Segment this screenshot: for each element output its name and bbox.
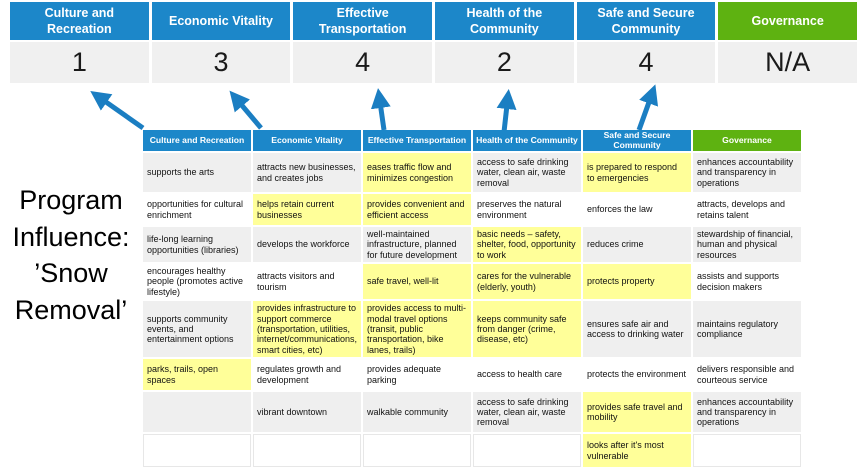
summary-col-health-of-the-community [435,2,574,83]
matrix-cell-r2-c3 [363,194,471,225]
matrix-cell-r5-c4 [473,301,581,357]
matrix-header-health-of-the-community: Health of the Community [473,130,581,151]
matrix-cell-r4-c6 [693,264,801,299]
matrix-cell-text: provides safe travel and mobility [587,401,683,423]
matrix-cell-text: vibrant downtown [257,406,328,417]
influence-arrows [0,82,859,134]
summary-score-value: 4 [577,42,716,83]
matrix-cell-text: well-maintained infrastructure, planned for future development [367,229,458,260]
summary-col-effective-transportation [293,2,432,83]
program-title [0,182,142,329]
matrix-cell-r6-c4 [473,359,581,390]
matrix-cell-text: safe travel, well-lit [367,276,439,287]
matrix-cell-r4-c4 [473,264,581,299]
matrix-cell-text: protects the environment [587,369,687,380]
matrix-cell-text: assists and supports decision makers [697,271,780,292]
matrix-cell-r4-c2 [253,264,361,299]
matrix-cell-r5-c6 [693,301,801,357]
matrix-cell-r1-c6 [693,153,801,192]
matrix-cell-text: cares for the vulnerable (elderly, youth) [477,271,572,292]
matrix-cell-r7-c3 [363,392,471,432]
matrix-cell-text: supports community events, and entertainment options [147,313,234,345]
summary-col-safe-and-secure-community [577,2,716,83]
matrix-cell-r7-c1 [143,392,251,432]
matrix-cell-r3-c6 [693,227,801,262]
matrix-cell-r8-c6 [693,434,801,467]
matrix-cell-text: supports the arts [147,167,215,178]
matrix-cell-r7-c4 [473,392,581,432]
matrix-header-economic-vitality: Economic Vitality [253,130,361,151]
program-title-line: Removal’ [14,295,128,326]
matrix-cell-r2-c6 [693,194,801,225]
matrix-cell-text: attracts new businesses, and creates jobs [257,162,356,183]
matrix-cell-text: is prepared to respond to emergencies [587,162,678,183]
matrix-cell-text: access to health care [477,369,563,380]
matrix-cell-r2-c1 [143,194,251,225]
matrix-cell-r4-c3 [363,264,471,299]
matrix-cell-text: keeps community safe from danger (crime, disease, etc) [477,313,567,345]
matrix-cell-text: provides adequate parking [367,364,442,385]
matrix-cell-text: encourages healthy people (promotes active lifestyle) [147,266,244,297]
matrix-cell-r8-c2 [253,434,361,467]
matrix-cell-text: enhances accountability and transparency in operations [697,396,794,428]
matrix-cell-text: provides access to multi-modal travel options (transit, public transportation, bike lanes, trails) [367,303,467,355]
matrix-cell-text: attracts, develops and retains talent [697,199,786,220]
matrix-cell-text: enhances accountability and transparency in operations [697,156,794,188]
matrix-cell-r3-c1 [143,227,251,262]
matrix-cell-r4-c1 [143,264,251,299]
matrix-cell-r5-c2 [253,301,361,357]
matrix-cell-r6-c3 [363,359,471,390]
program-title-line: Influence: [12,221,130,252]
program-title-line: ’Snow [34,258,108,289]
matrix-cell-text: enforces the law [587,204,653,215]
matrix-cell-r1-c2 [253,153,361,192]
matrix-cell-r5-c3 [363,301,471,357]
matrix-cell-text: protects property [587,276,655,287]
matrix-header-governance: Governance [693,130,801,151]
matrix-cell-r1-c5 [583,153,691,192]
summary-category-label: Economic Vitality [152,2,291,40]
matrix-cell-r8-c1 [143,434,251,467]
summary-score-value: 1 [10,42,149,83]
summary-category-label: Effective Transportation [293,2,432,40]
matrix-cell-r1-c4 [473,153,581,192]
summary-row [10,2,857,83]
matrix-cell-text: preserves the natural environment [477,199,562,220]
arrow-up-icon-4 [504,96,508,132]
matrix-cell-text: reduces crime [587,239,644,250]
summary-col-economic-vitality [152,2,291,83]
matrix-cell-r2-c2 [253,194,361,225]
matrix-cell-r4-c5 [583,264,691,299]
matrix-cell-text: develops the workforce [257,239,350,250]
matrix-cell-text: stewardship of financial, human and physical resources [697,229,794,260]
matrix-cell-r8-c4 [473,434,581,467]
matrix-cell-text: provides convenient and efficient access [367,199,465,220]
arrow-up-icon-1 [96,95,143,128]
matrix-header-effective-transportation: Effective Transportation [363,130,471,151]
program-title-line: Program [19,185,123,215]
summary-col-culture-and-recreation [10,2,149,83]
matrix-cell-r6-c6 [693,359,801,390]
matrix-cell-r3-c5 [583,227,691,262]
matrix-cell-text: regulates growth and development [257,364,342,385]
matrix-cell-r2-c4 [473,194,581,225]
summary-category-label: Safe and Secure Community [577,2,716,40]
matrix-cell-r5-c5 [583,301,691,357]
matrix-header-culture-and-recreation: Culture and Recreation [143,130,251,151]
matrix-cell-r7-c5 [583,392,691,432]
matrix-cell-text: access to safe drinking water, clean air, waste removal [477,396,569,428]
summary-category-label: Health of the Community [435,2,574,40]
matrix-cell-text: parks, trails, open spaces [147,364,219,385]
matrix-cell-text: delivers responsible and courteous service [697,364,795,385]
matrix-cell-r6-c5 [583,359,691,390]
matrix-cell-r8-c5 [583,434,691,467]
summary-category-label: Governance [718,2,857,40]
matrix-cell-text: basic needs – safety, shelter, food, opportunity to work [477,229,576,260]
arrow-up-icon-2 [234,96,261,128]
matrix-cell-text: life-long learning opportunities (libraries) [147,234,239,255]
matrix-cell-r6-c1 [143,359,251,390]
matrix-cell-text: provides infrastructure to support commerce (transportation, utilities, internet/communications, smart cities, etc) [257,303,358,355]
matrix-cell-r3-c2 [253,227,361,262]
matrix-cell-r3-c4 [473,227,581,262]
matrix-cell-r5-c1 [143,301,251,357]
matrix-cell-text: ensures safe air and access to drinking water [587,318,684,340]
summary-score-value: 2 [435,42,574,83]
matrix-cell-r6-c2 [253,359,361,390]
arrow-up-icon-3 [379,95,384,130]
influence-matrix [143,130,801,467]
matrix-cell-r1-c1 [143,153,251,192]
matrix-cell-r1-c3 [363,153,471,192]
matrix-cell-r3-c3 [363,227,471,262]
matrix-cell-r7-c6 [693,392,801,432]
summary-score-value: 4 [293,42,432,83]
matrix-cell-text: opportunities for cultural enrichment [147,199,244,220]
summary-category-label: Culture and Recreation [10,2,149,40]
arrow-up-icon-5 [639,91,653,130]
matrix-cell-r8-c3 [363,434,471,467]
matrix-cell-r7-c2 [253,392,361,432]
matrix-header-safe-and-secure-community: Safe and Secure Community [583,130,691,151]
matrix-cell-text: access to safe drinking water, clean air, waste removal [477,156,569,188]
matrix-cell-text: eases traffic flow and minimizes congestion [367,162,454,183]
matrix-cell-text: walkable community [367,406,449,417]
matrix-cell-text: looks after it's most vulnerable [587,440,664,461]
summary-score-value: N/A [718,42,857,83]
matrix-cell-text: helps retain current businesses [257,199,335,220]
matrix-cell-text: attracts visitors and tourism [257,271,335,292]
summary-col-governance [718,2,857,83]
summary-score-value: 3 [152,42,291,83]
matrix-cell-r2-c5 [583,194,691,225]
matrix-cell-text: maintains regulatory compliance [697,318,779,340]
